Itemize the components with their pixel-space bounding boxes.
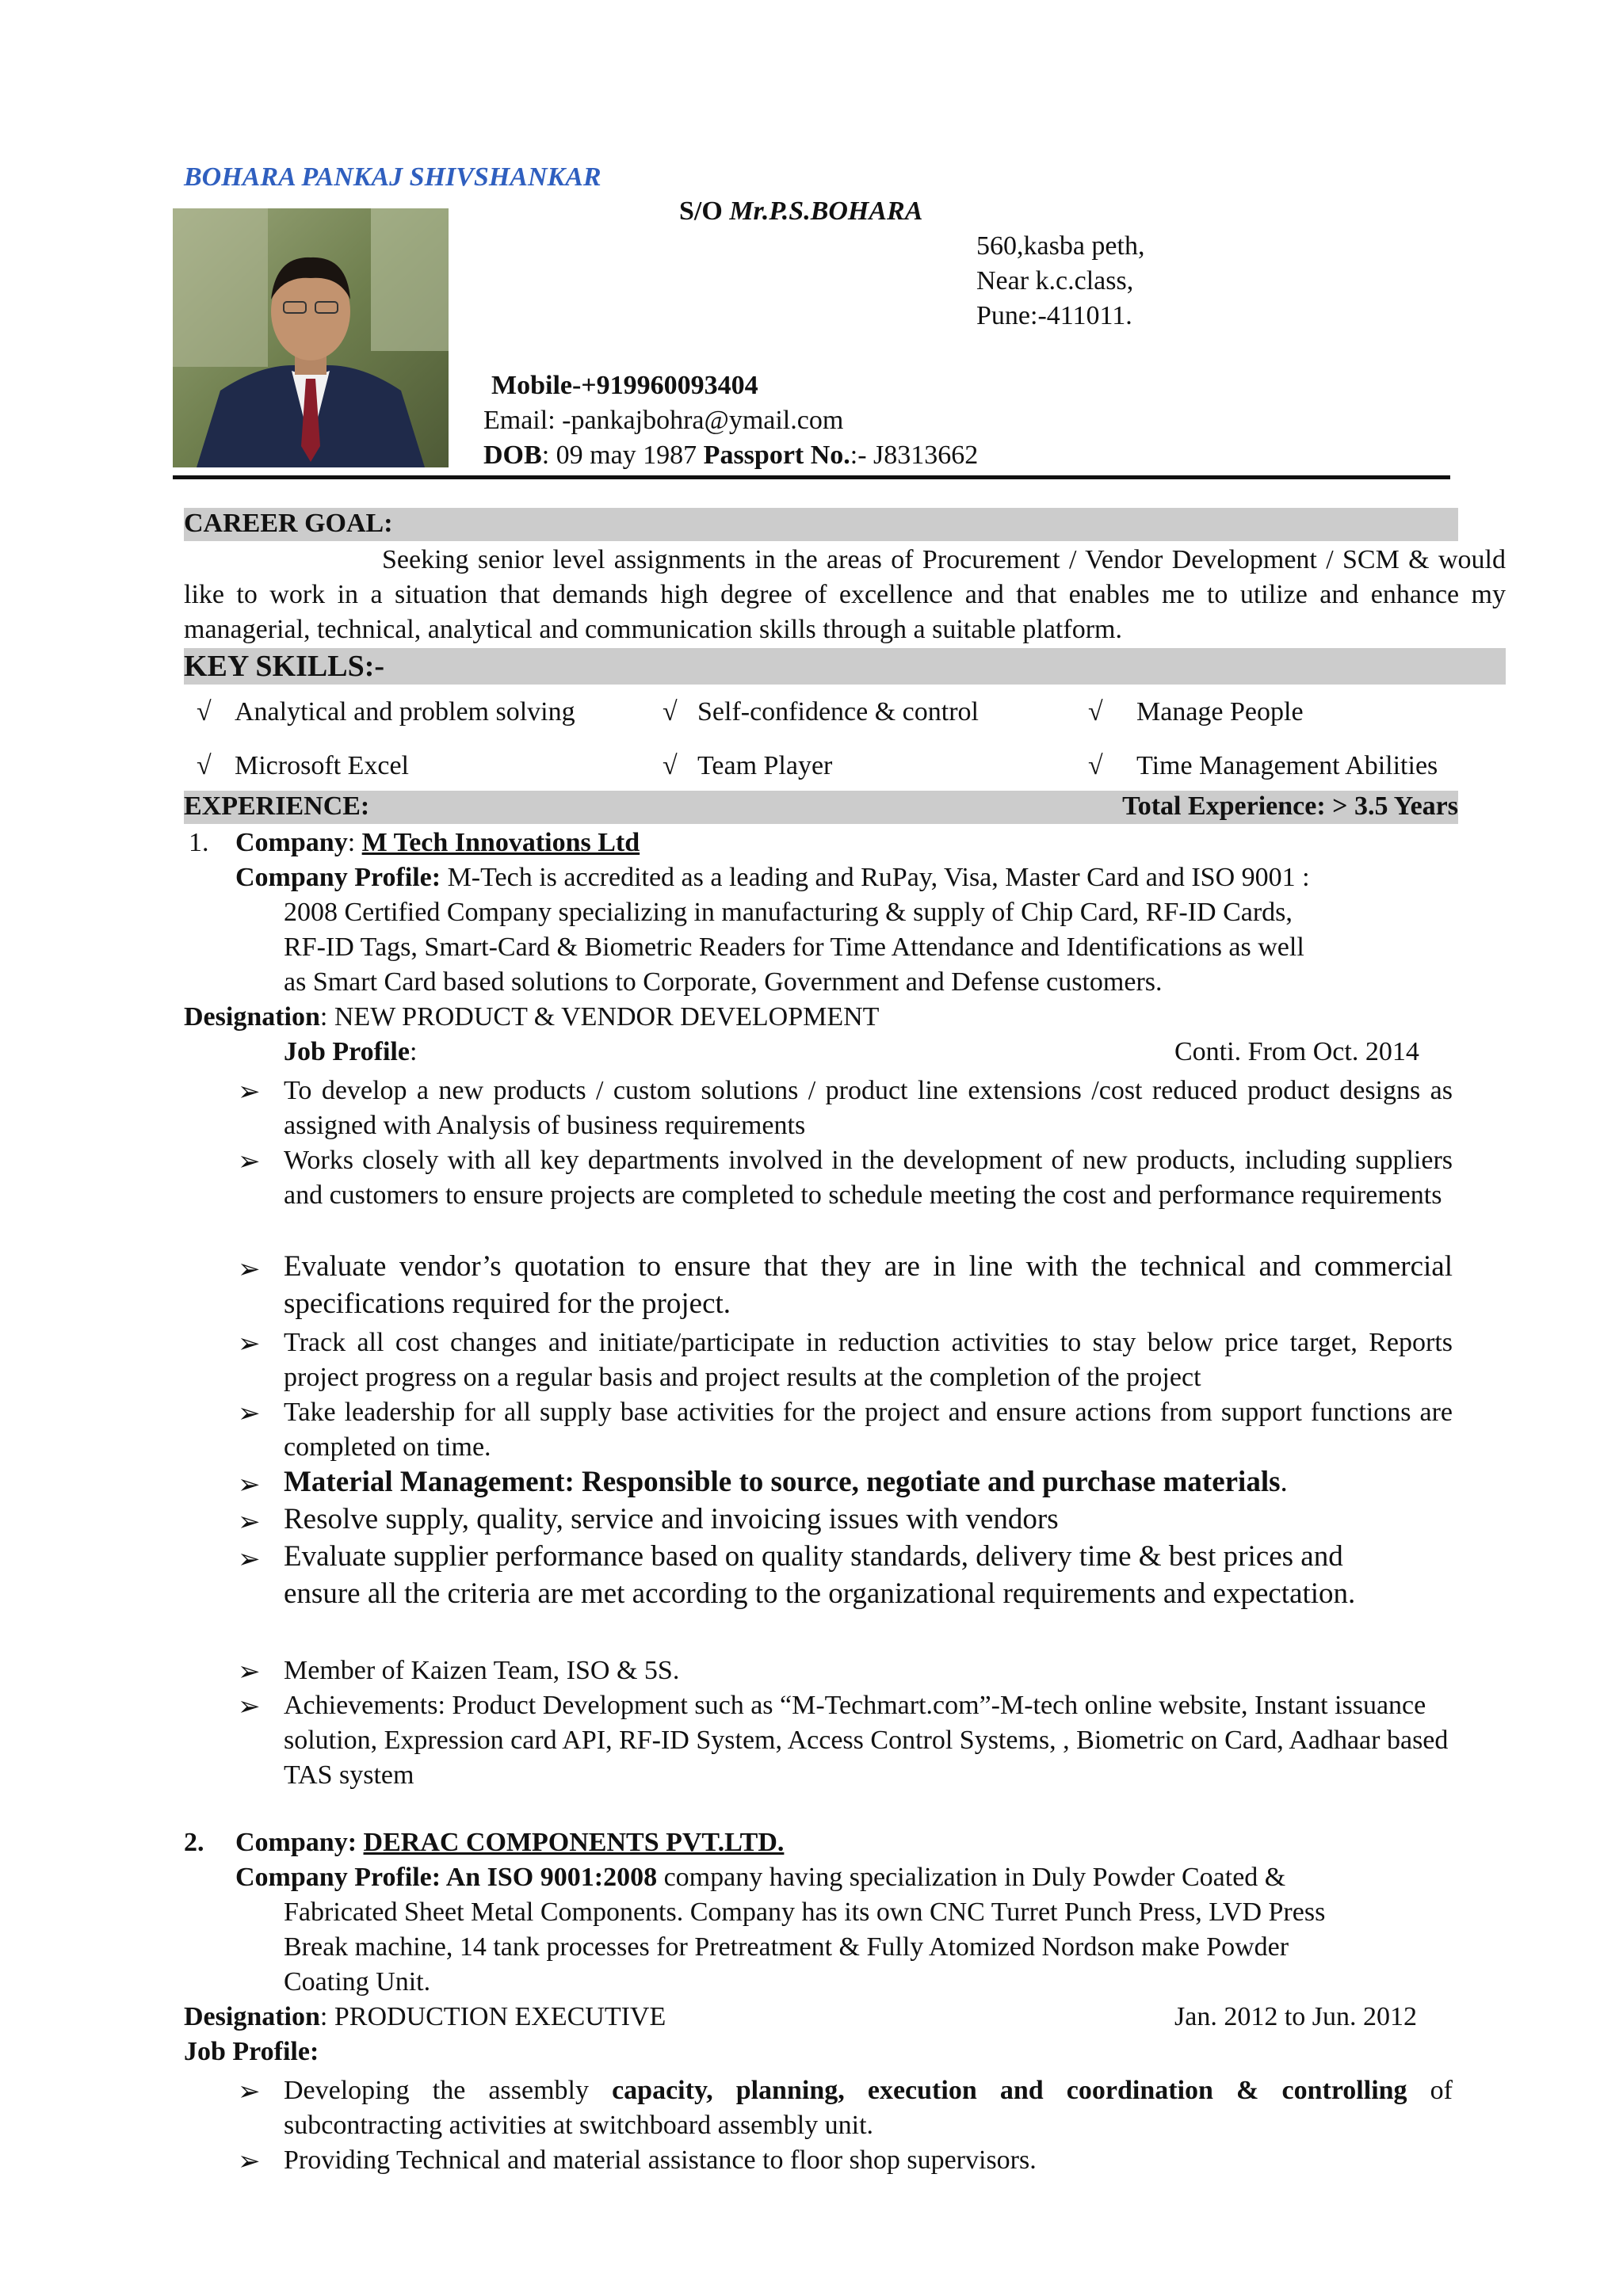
- job1-profile-line-1: [235, 863, 1310, 893]
- job1-bullet: Track all cost changes and initiate/participate in reduction activities to stay below price target, Reports project progress on a regular basis and project results at the completion of the project: [284, 1328, 1453, 1392]
- dob-passport-line: [483, 441, 978, 471]
- job1-number: 1.: [189, 828, 209, 857]
- check-icon: √: [197, 751, 212, 780]
- arrow-bullet-icon: ➢: [238, 1255, 261, 1284]
- job2-profile-line-2: Fabricated Sheet Metal Components. Company has its own CNC Turret Punch Press, LVD Press: [284, 1897, 1326, 1927]
- experience-bar: [184, 791, 1458, 824]
- job1-company-label: Company: [235, 828, 348, 857]
- job1-bullet: Works closely with all key departments involved in the development of new products, including suppliers and customers to ensure projects are completed to schedule meeting the cost and performance requirements: [284, 1146, 1453, 1210]
- father-name-line: [679, 196, 922, 227]
- job1-profile-line-3: RF-ID Tags, Smart-Card & Biometric Readers for Time Attendance and Identifications as well: [284, 933, 1304, 962]
- job1-designation-value: : NEW PRODUCT & VENDOR DEVELOPMENT: [319, 1002, 880, 1032]
- header-divider: [173, 475, 1450, 479]
- skill-item: Analytical and problem solving: [235, 697, 575, 727]
- job2-designation-label: Designation: [184, 2002, 320, 2031]
- check-icon: √: [197, 697, 212, 727]
- dob-value: : 09 may 1987: [541, 441, 704, 470]
- job1-profile-line-4: as Smart Card based solutions to Corporate, Government and Defense customers.: [284, 967, 1163, 997]
- address-line-3: Pune:-411011.: [976, 301, 1132, 330]
- job2-bullet: [284, 2073, 1453, 2143]
- job1-bullet: Evaluate supplier performance based on quality standards, delivery time & best prices and ensure all the criteria are met according to the organizational requirements and expectation.: [284, 1540, 1356, 1610]
- arrow-bullet-icon: ➢: [238, 1147, 261, 1177]
- job2-profile-text: company having specialization in Duly Powder Coated &: [657, 1863, 1286, 1892]
- arrow-bullet-icon: ➢: [238, 1657, 261, 1687]
- job1-bullet: Resolve supply, quality, service and invoicing issues with vendors: [284, 1503, 1059, 1535]
- father-prefix: S/O: [679, 196, 730, 226]
- check-icon: √: [663, 697, 678, 727]
- passport-value: :- J8313662: [850, 441, 979, 470]
- arrow-bullet-icon: ➢: [238, 1399, 261, 1428]
- job1-job-profile: Job Profile:: [284, 1037, 418, 1066]
- job2-job-profile-label: Job Profile:: [184, 2037, 319, 2066]
- job2-company-label: Company:: [235, 1828, 364, 1857]
- job1-profile-label: Company Profile:: [235, 863, 441, 892]
- arrow-bullet-icon: ➢: [238, 1077, 261, 1107]
- job1-company-line: Company: M Tech Innovations Ltd: [235, 828, 640, 857]
- experience-title: EXPERIENCE:: [184, 791, 370, 821]
- candidate-name: BOHARA PANKAJ SHIVSHANKAR: [184, 162, 601, 192]
- arrow-bullet-icon: ➢: [238, 1545, 261, 1574]
- material-management-text: Material Management: Responsible to source, negotiate and purchase materials: [284, 1466, 1281, 1498]
- address-line-2: Near k.c.class,: [976, 266, 1134, 296]
- arrow-bullet-icon: ➢: [238, 1508, 261, 1537]
- job2-profile-label: Company Profile: An ISO 9001:2008: [235, 1863, 658, 1892]
- job2-company-name: DERAC COMPONENTS PVT.LTD.: [363, 1828, 785, 1857]
- job2-profile-line-1: [235, 1863, 1285, 1893]
- job2-period: Jan. 2012 to Jun. 2012: [1174, 2002, 1417, 2031]
- job1-bullet: Member of Kaizen Team, ISO & 5S.: [284, 1656, 680, 1685]
- job1-designation: [184, 1002, 879, 1032]
- job1-period: Conti. From Oct. 2014: [1174, 1037, 1419, 1066]
- address-line-1: 560,kasba peth,: [976, 231, 1145, 261]
- father-name: Mr.P.S.BOHARA: [729, 196, 923, 226]
- check-icon: √: [663, 751, 678, 780]
- job1-bullet: Achievements: Product Development such as “M-Techmart.com”-M-tech online website, Instant issuance solution, Expression card API, RF-ID System, Access Control Systems, , Biometric on Card, Aadhaar based TAS system: [284, 1691, 1449, 1790]
- job1-company-name: M Tech Innovations Ltd: [361, 828, 640, 857]
- skill-item: Team Player: [697, 751, 833, 780]
- job2-profile-line-4: Coating Unit.: [284, 1967, 431, 1997]
- job1-bullet: To develop a new products / custom solutions / product line extensions /cost reduced product designs as assigned with Analysis of business requirements: [284, 1076, 1453, 1140]
- passport-label: Passport No.: [703, 441, 850, 470]
- job2-bullet1-c: of subcontracting activities at switchboard assembly unit.: [284, 2076, 1453, 2140]
- job1-profile-text: M-Tech is accredited as a leading and RuPay, Visa, Master Card and ISO 9001 :: [447, 863, 1310, 892]
- check-icon: √: [1088, 697, 1103, 727]
- total-experience: Total Experience: > 3.5 Years: [1122, 791, 1458, 821]
- job2-bullet1-b: capacity, planning, execution and coordination & controlling: [612, 2076, 1407, 2105]
- key-skills-title: KEY SKILLS:-: [184, 650, 385, 683]
- skill-item: Microsoft Excel: [235, 751, 409, 780]
- mobile-number: Mobile-+919960093404: [491, 371, 758, 400]
- key-skills-bar: [184, 648, 1506, 685]
- arrow-bullet-icon: ➢: [238, 1329, 261, 1359]
- profile-photo: [173, 208, 449, 467]
- job2-designation-value: : PRODUCTION EXECUTIVE: [319, 2002, 666, 2031]
- arrow-bullet-icon: ➢: [238, 2077, 261, 2107]
- career-goal-bar: [184, 508, 1458, 541]
- skill-item: Time Management Abilities: [1136, 751, 1438, 780]
- job1-bullet: Take leadership for all supply base activities for the project and ensure actions from support functions are completed on time.: [284, 1398, 1453, 1462]
- arrow-bullet-icon: ➢: [238, 2147, 261, 2176]
- job2-bullet: Providing Technical and material assistance to floor shop supervisors.: [284, 2145, 1037, 2175]
- arrow-bullet-icon: ➢: [238, 1470, 261, 1500]
- job2-designation: [184, 2002, 666, 2032]
- arrow-bullet-icon: ➢: [238, 1692, 261, 1722]
- job2-bullet1-a: Developing the assembly: [284, 2076, 613, 2105]
- job1-bullet: Evaluate vendor’s quotation to ensure that they are in line with the technical and commercial specifications required for the project.: [284, 1250, 1453, 1320]
- email-address: Email: -pankajbohra@ymail.com: [483, 406, 844, 435]
- job1-designation-label: Designation: [184, 1002, 320, 1032]
- job2-company-line: [235, 1828, 1002, 1858]
- job2-profile-line-3: Break machine, 14 tank processes for Pretreatment & Fully Atomized Nordson make Powder: [284, 1932, 1289, 1962]
- skill-item: Self-confidence & control: [697, 697, 979, 727]
- job1-bullet-material: Material Management: Responsible to source, negotiate and purchase materials.: [284, 1466, 1288, 1498]
- job1-job-profile-label: Job Profile: [284, 1037, 410, 1066]
- job2-number: 2.: [184, 1828, 204, 1857]
- skill-item: Manage People: [1136, 697, 1304, 727]
- dob-label: DOB: [483, 441, 542, 470]
- career-goal-title: CAREER GOAL:: [184, 509, 393, 538]
- career-goal-text: Seeking senior level assignments in the areas of Procurement / Vendor Development / SCM & would like to work in a situation that demands high degree of excellence and that enables me to utilize and enhance my managerial, technical, analytical and communication skills through a suitable platform.: [184, 545, 1506, 644]
- job1-profile-line-2: 2008 Certified Company specializing in manufacturing & supply of Chip Card, RF-ID Cards,: [284, 898, 1293, 927]
- check-icon: √: [1088, 751, 1103, 780]
